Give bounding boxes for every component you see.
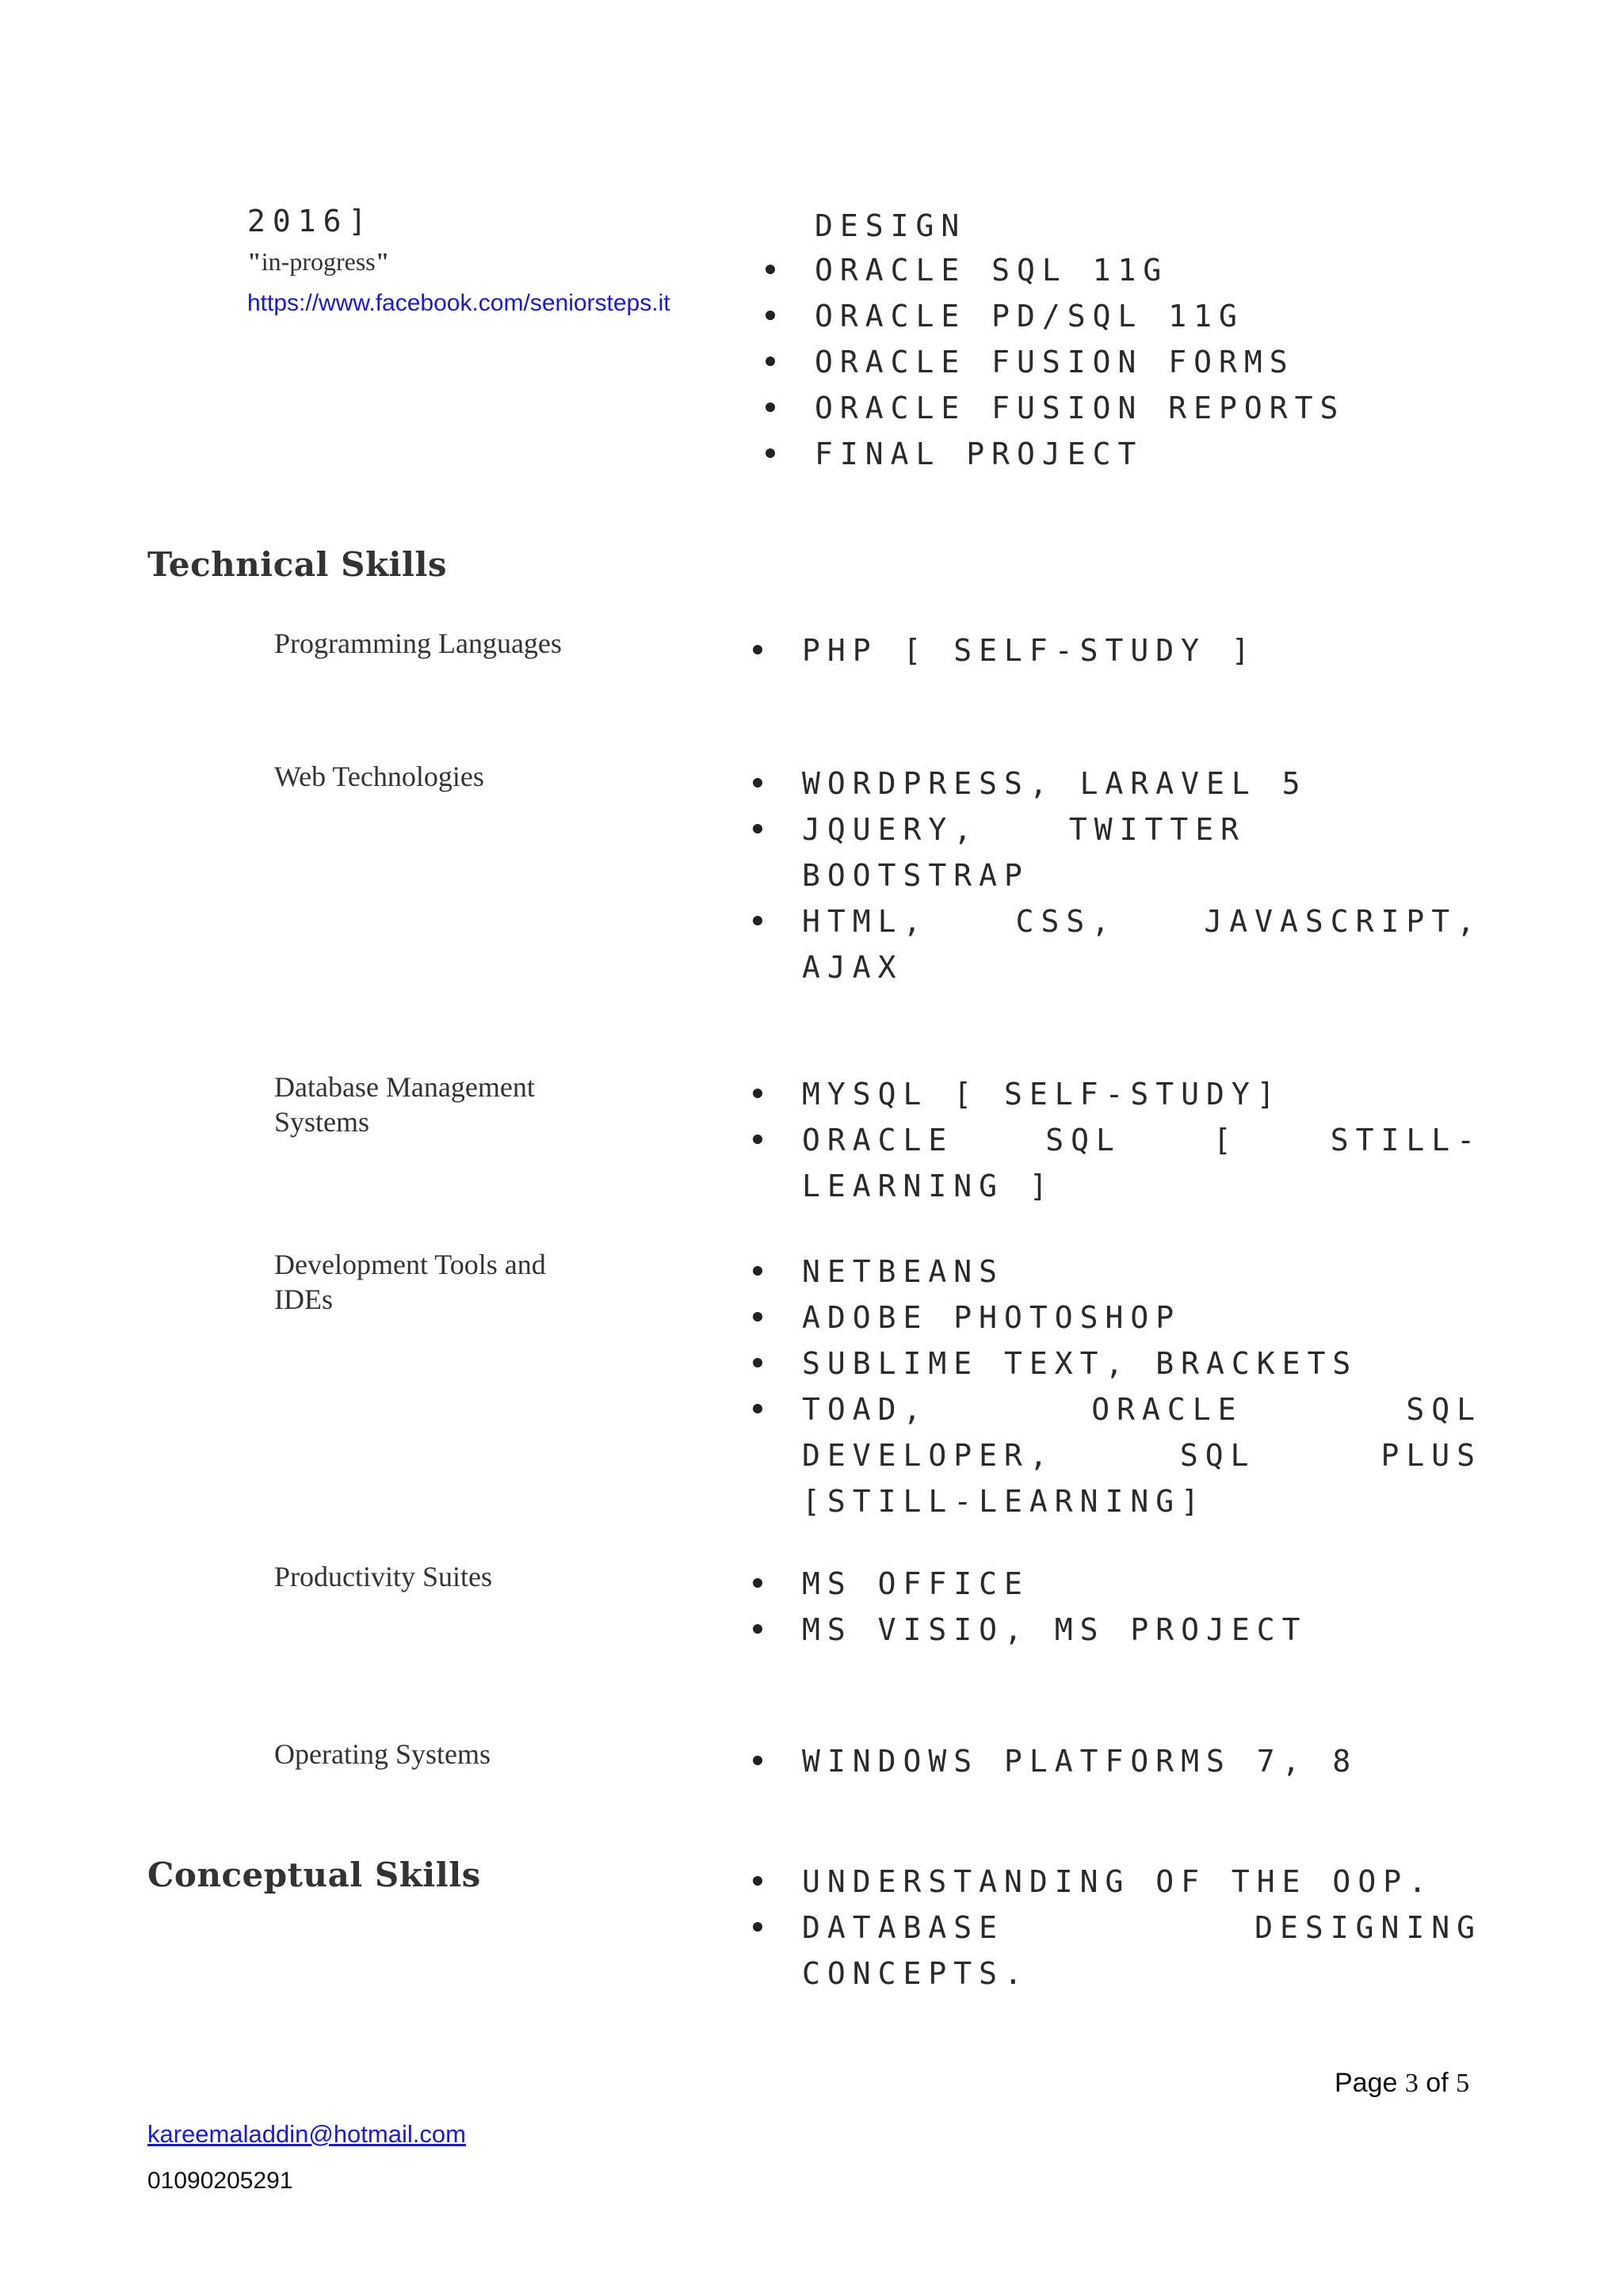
- list-item: ORACLE SQL 11G: [766, 247, 1479, 293]
- group-label-database: Database Management Systems: [274, 1071, 535, 1138]
- bullet-icon: [766, 402, 775, 412]
- list-item: TOAD, ORACLE SQL DEVELOPER, SQL PLUS [STILL-LEARNING]: [753, 1386, 1482, 1524]
- list-item: HTML, CSS, JAVASCRIPT, AJAX: [753, 898, 1482, 990]
- bullet-icon: [753, 778, 762, 788]
- list-item: DATABASE DESIGNING CONCEPTS.: [753, 1905, 1482, 1997]
- bullet-icon: [753, 1266, 762, 1276]
- bullet-icon: [753, 1312, 762, 1322]
- bullet-icon: [753, 1578, 762, 1588]
- list-item: FINAL PROJECT: [766, 431, 1479, 477]
- bullet-icon: [766, 311, 775, 320]
- bullet-icon: [766, 448, 775, 458]
- phone-number: 01090205291: [147, 2168, 293, 2194]
- bullet-icon: [753, 1404, 762, 1413]
- course-topics-list: [766, 247, 1479, 477]
- technical-skills-heading: Technical Skills: [147, 545, 448, 584]
- quote-open: ": [247, 247, 262, 276]
- list-item: PHP [ SELF-STUDY ]: [753, 627, 1482, 673]
- list-item: JQUERY, TWITTER BOOTSTRAP: [753, 807, 1246, 898]
- bullet-icon: [753, 824, 762, 833]
- conceptual-list: [753, 1859, 1482, 1997]
- list-item: SUBLIME TEXT, BRACKETS: [753, 1341, 1482, 1386]
- list-item: ORACLE PD/SQL 11G: [766, 293, 1479, 339]
- group-label-programming: Programming Languages: [274, 627, 562, 659]
- page-total: 5: [1456, 2069, 1470, 2098]
- list-item: UNDERSTANDING OF THE OOP.: [753, 1859, 1482, 1905]
- conceptual-skills-heading: Conceptual Skills: [147, 1855, 481, 1894]
- date-tail: 2016]: [247, 204, 374, 238]
- group-label-os: Operating Systems: [274, 1738, 491, 1770]
- bullet-icon: [753, 1624, 762, 1634]
- list-item: ORACLE FUSION REPORTS: [766, 385, 1479, 431]
- list-item: ORACLE SQL [ STILL-LEARNING ]: [753, 1117, 1482, 1209]
- list-item: WORDPRESS, LARAVEL 5: [753, 761, 1482, 807]
- group-label-devtools: Development Tools and IDEs: [274, 1249, 546, 1315]
- list-item: MS VISIO, MS PROJECT: [753, 1607, 1482, 1653]
- os-list: [753, 1738, 1482, 1784]
- bullet-icon: [753, 1756, 762, 1765]
- page-current: 3: [1404, 2069, 1419, 2098]
- list-item: MS OFFICE: [753, 1561, 1482, 1607]
- web-list: [753, 761, 1482, 990]
- bullet-icon: [753, 1135, 762, 1144]
- list-item: ORACLE FUSION FORMS: [766, 339, 1479, 385]
- list-item: MYSQL [ SELF-STUDY]: [753, 1071, 1482, 1117]
- group-label-web: Web Technologies: [274, 761, 484, 792]
- bullet-icon: [753, 1922, 762, 1932]
- page-number: [1335, 2068, 1469, 2099]
- bullet-icon: [753, 916, 762, 925]
- quote-close: ": [375, 247, 390, 276]
- group-label-productivity: Productivity Suites: [274, 1561, 493, 1592]
- productivity-list: [753, 1561, 1482, 1653]
- bullet-icon: [753, 1358, 762, 1367]
- list-item: NETBEANS: [753, 1249, 1482, 1295]
- status-text: in-progress: [261, 247, 376, 276]
- devtools-list: [753, 1249, 1482, 1524]
- bullet-icon: [766, 357, 775, 366]
- database-list: [753, 1071, 1482, 1209]
- page-prefix: Page: [1335, 2068, 1405, 2098]
- course-continuation: DESIGN: [815, 208, 967, 243]
- list-item: WINDOWS PLATFORMS 7, 8: [753, 1738, 1482, 1784]
- bullet-icon: [753, 1089, 762, 1098]
- email-link[interactable]: kareemaladdin@hotmail.com: [147, 2120, 466, 2148]
- programming-list: [753, 627, 1482, 673]
- bullet-icon: [753, 1876, 762, 1886]
- bullet-icon: [753, 645, 762, 654]
- bullet-icon: [766, 265, 775, 274]
- page-of: of: [1418, 2068, 1457, 2098]
- status-line: [247, 247, 390, 277]
- list-item: ADOBE PHOTOSHOP: [753, 1295, 1482, 1341]
- facebook-link[interactable]: https://www.facebook.com/seniorsteps.it: [247, 290, 670, 316]
